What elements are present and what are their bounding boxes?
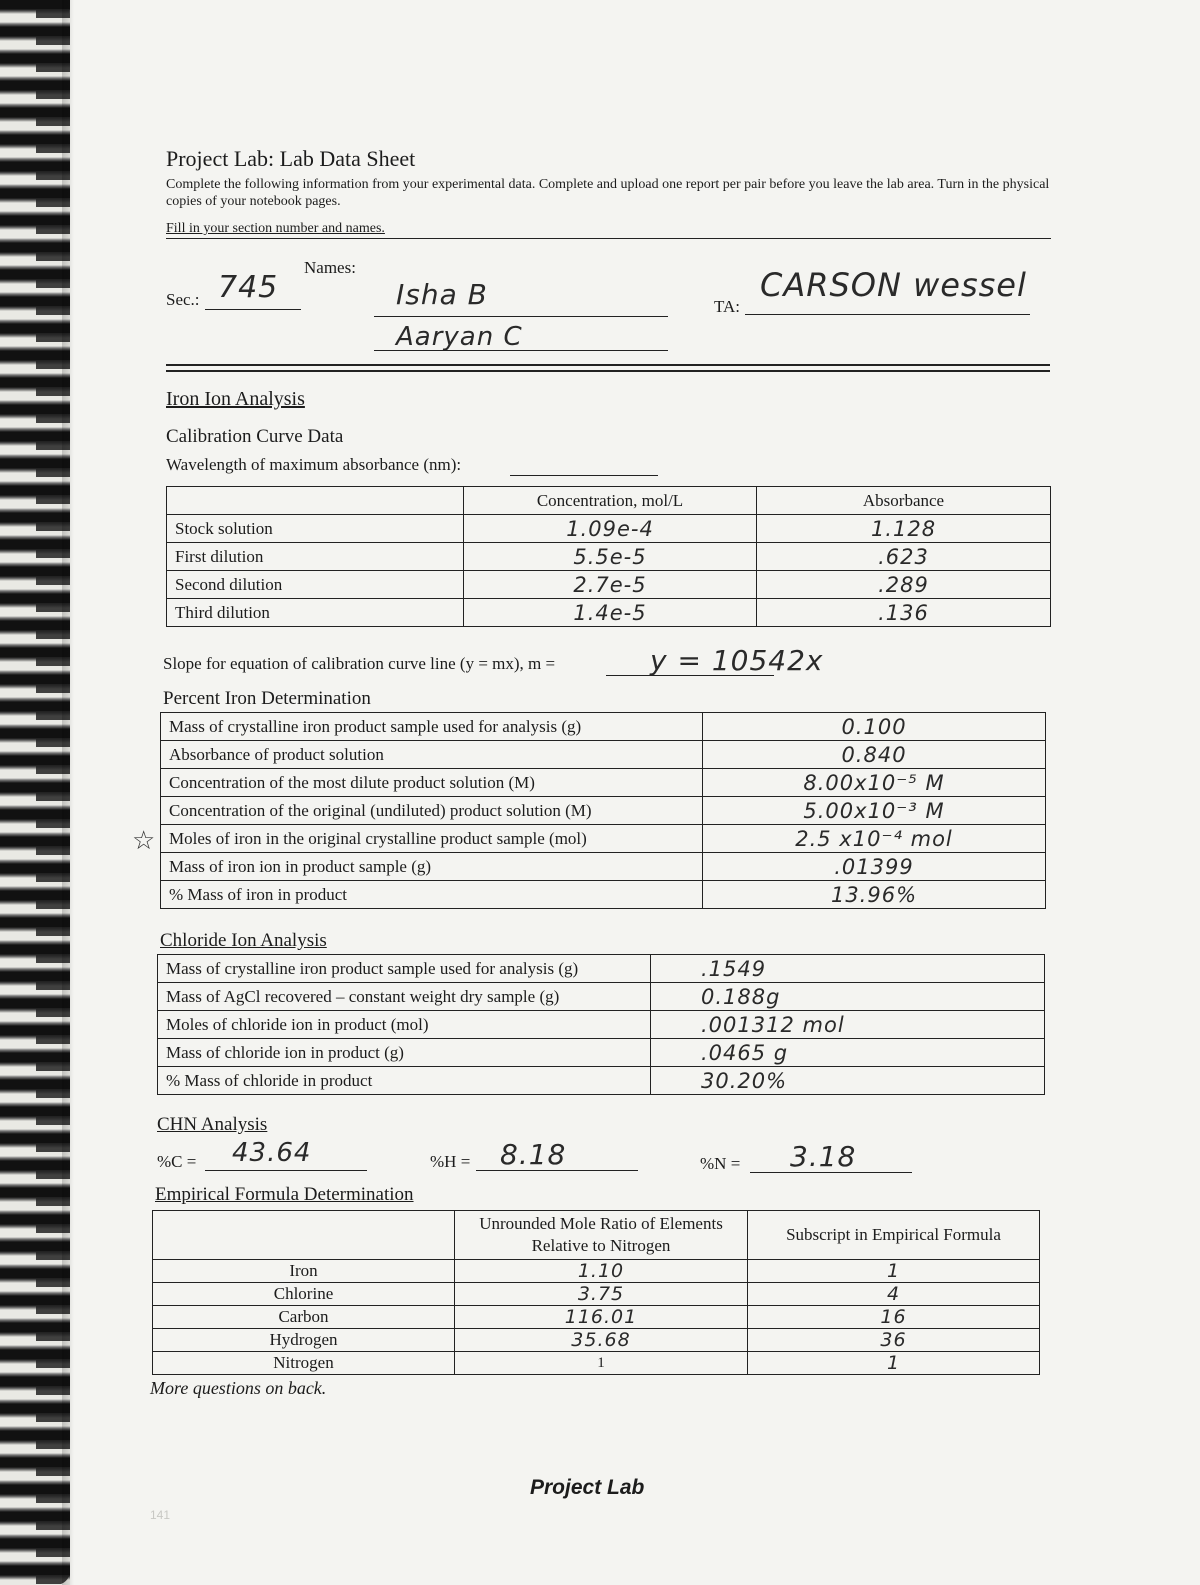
value-cell[interactable]: .1549 — [651, 955, 1045, 983]
table-row — [153, 1306, 1040, 1329]
row-label: Mass of iron ion in product sample (g) — [161, 853, 703, 881]
calibration-table — [166, 486, 1051, 627]
name-underline-1 — [374, 316, 668, 317]
col-concentration: Concentration, mol/L — [464, 487, 757, 515]
row-label: Moles of chloride ion in product (mol) — [158, 1011, 651, 1039]
empirical-heading: Empirical Formula Determination — [155, 1184, 414, 1205]
table-row — [161, 797, 1046, 825]
slope-label: Slope for equation of calibration curve line (y = mx), m = — [163, 654, 556, 673]
table-row — [167, 599, 1051, 627]
table-row — [158, 1011, 1045, 1039]
col-absorbance: Absorbance — [757, 487, 1051, 515]
ratio-cell[interactable]: 116.01 — [455, 1306, 748, 1329]
row-label: Absorbance of product solution — [161, 741, 703, 769]
table-row — [161, 825, 1046, 853]
value-cell[interactable]: 13.96% — [703, 881, 1046, 909]
row-label: % Mass of chloride in product — [158, 1067, 651, 1095]
conc-cell[interactable]: 1.4e-5 — [464, 599, 757, 627]
calibration-heading: Calibration Curve Data — [166, 426, 344, 447]
sec-underline — [205, 309, 301, 310]
ratio-cell[interactable]: 35.68 — [455, 1329, 748, 1352]
row-label: First dilution — [167, 543, 464, 571]
row-label: Carbon — [153, 1306, 455, 1329]
row-label: Mass of crystalline iron product sample used for analysis (g) — [161, 713, 703, 741]
row-label: Concentration of the original (undiluted) product solution (M) — [161, 797, 703, 825]
chloride-heading: Chloride Ion Analysis — [160, 930, 327, 951]
carbon-value[interactable]: 43.64 — [232, 1138, 312, 1168]
value-cell[interactable]: 30.20% — [651, 1067, 1045, 1095]
ratio-cell[interactable]: 3.75 — [455, 1283, 748, 1306]
fill-in-instruction: Fill in your section number and names. — [166, 221, 385, 236]
col-subscript: Subscript in Empirical Formula — [748, 1211, 1040, 1260]
row-label: % Mass of iron in product — [161, 881, 703, 909]
row-label: Mass of AgCl recovered – constant weight dry sample (g) — [158, 983, 651, 1011]
name-field-2[interactable]: Aaryan C — [396, 322, 523, 352]
conc-cell[interactable]: 5.5e-5 — [464, 543, 757, 571]
hydrogen-label: %H = — [430, 1152, 471, 1171]
star-icon: ☆ — [132, 826, 156, 855]
percent-iron-table — [160, 712, 1046, 909]
table-row — [161, 741, 1046, 769]
value-cell[interactable]: .01399 — [703, 853, 1046, 881]
abs-cell[interactable]: 1.128 — [757, 515, 1051, 543]
row-label: Concentration of the most dilute product solution (M) — [161, 769, 703, 797]
page-number: 141 — [150, 1508, 171, 1522]
nitrogen-label: %N = — [700, 1154, 741, 1173]
nitrogen-underline — [750, 1172, 912, 1173]
row-label: Mass of chloride ion in product (g) — [158, 1039, 651, 1067]
row-label: Moles of iron in the original crystalline product sample (mol) — [161, 825, 703, 853]
more-questions-note: More questions on back. — [150, 1378, 327, 1398]
table-row — [161, 769, 1046, 797]
abs-cell[interactable]: .136 — [757, 599, 1051, 627]
subscript-cell[interactable]: 1 — [748, 1260, 1040, 1283]
abs-cell[interactable]: .623 — [757, 543, 1051, 571]
nitrogen-value[interactable]: 3.18 — [790, 1140, 857, 1173]
corner-cell — [153, 1211, 455, 1260]
wavelength-field[interactable] — [510, 475, 658, 476]
sec-value[interactable]: 745 — [218, 270, 279, 305]
row-label: Iron — [153, 1260, 455, 1283]
name-field-1[interactable]: Isha B — [396, 278, 488, 311]
table-row — [158, 955, 1045, 983]
page-title: Project Lab: Lab Data Sheet — [166, 146, 416, 171]
table-row — [158, 983, 1045, 1011]
conc-cell[interactable]: 1.09e-4 — [464, 515, 757, 543]
ta-label: TA: — [714, 297, 741, 316]
col-mole-ratio-line1: Unrounded Mole Ratio of Elements — [479, 1214, 723, 1233]
row-label: Hydrogen — [153, 1329, 455, 1352]
chn-heading: CHN Analysis — [157, 1114, 268, 1135]
row-label: Chlorine — [153, 1283, 455, 1306]
table-row — [161, 881, 1046, 909]
value-cell[interactable]: 2.5 x10⁻⁴ mol — [703, 825, 1046, 853]
subscript-cell[interactable]: 36 — [748, 1329, 1040, 1352]
names-label: Names: — [304, 258, 356, 277]
subscript-cell[interactable]: 1 — [748, 1352, 1040, 1375]
value-cell[interactable]: .0465 g — [651, 1039, 1045, 1067]
table-row — [167, 515, 1051, 543]
table-row — [158, 1039, 1045, 1067]
name-underline-2 — [374, 350, 668, 351]
hydrogen-value[interactable]: 8.18 — [500, 1138, 567, 1171]
col-mole-ratio — [455, 1211, 748, 1260]
iron-analysis-heading: Iron Ion Analysis — [166, 388, 305, 410]
carbon-underline — [205, 1170, 367, 1171]
table-row — [167, 571, 1051, 599]
table-row — [161, 853, 1046, 881]
table-row — [153, 1260, 1040, 1283]
abs-cell[interactable]: .289 — [757, 571, 1051, 599]
table-row — [167, 543, 1051, 571]
hydrogen-underline — [476, 1170, 638, 1171]
table-row — [153, 1352, 1040, 1375]
value-cell[interactable]: 8.00x10⁻⁵ M — [703, 769, 1046, 797]
value-cell[interactable]: 0.100 — [703, 713, 1046, 741]
row-label: Second dilution — [167, 571, 464, 599]
subscript-cell[interactable]: 16 — [748, 1306, 1040, 1329]
instructions-text: Complete the following information from your experimental data. Complete and upload one report per pair before you leave the lab area. Turn in the physical copies of your notebook pages. — [166, 177, 1050, 209]
percent-iron-heading: Percent Iron Determination — [163, 688, 371, 709]
ta-field[interactable]: CARSON wessel — [760, 266, 1027, 304]
value-cell[interactable]: 5.00x10⁻³ M — [703, 797, 1046, 825]
table-row — [153, 1329, 1040, 1352]
divider — [166, 238, 1051, 239]
conc-cell[interactable]: 2.7e-5 — [464, 571, 757, 599]
double-divider — [166, 364, 1050, 372]
slope-value[interactable]: y = 10542x — [650, 644, 824, 677]
carbon-label: %C = — [157, 1152, 197, 1171]
row-label: Mass of crystalline iron product sample used for analysis (g) — [158, 955, 651, 983]
ratio-cell: 1 — [455, 1352, 748, 1375]
value-cell[interactable]: 0.840 — [703, 741, 1046, 769]
ratio-cell[interactable]: 1.10 — [455, 1260, 748, 1283]
footer-project-lab: Project Lab — [530, 1476, 645, 1499]
row-label: Stock solution — [167, 515, 464, 543]
corner-cell — [167, 487, 464, 515]
value-cell[interactable]: 0.188g — [651, 983, 1045, 1011]
chloride-table — [157, 954, 1045, 1095]
wavelength-label: Wavelength of maximum absorbance (nm): — [166, 455, 462, 474]
value-cell[interactable]: .001312 mol — [651, 1011, 1045, 1039]
table-row — [153, 1283, 1040, 1306]
empirical-table — [152, 1210, 1040, 1375]
binding-shadow — [62, 0, 74, 1585]
row-label: Third dilution — [167, 599, 464, 627]
row-label: Nitrogen — [153, 1352, 455, 1375]
ta-underline — [745, 314, 1030, 315]
col-mole-ratio-line2: Relative to Nitrogen — [531, 1236, 671, 1255]
sec-label: Sec.: — [166, 290, 200, 309]
subscript-cell[interactable]: 4 — [748, 1283, 1040, 1306]
table-row — [158, 1067, 1045, 1095]
table-row — [161, 713, 1046, 741]
